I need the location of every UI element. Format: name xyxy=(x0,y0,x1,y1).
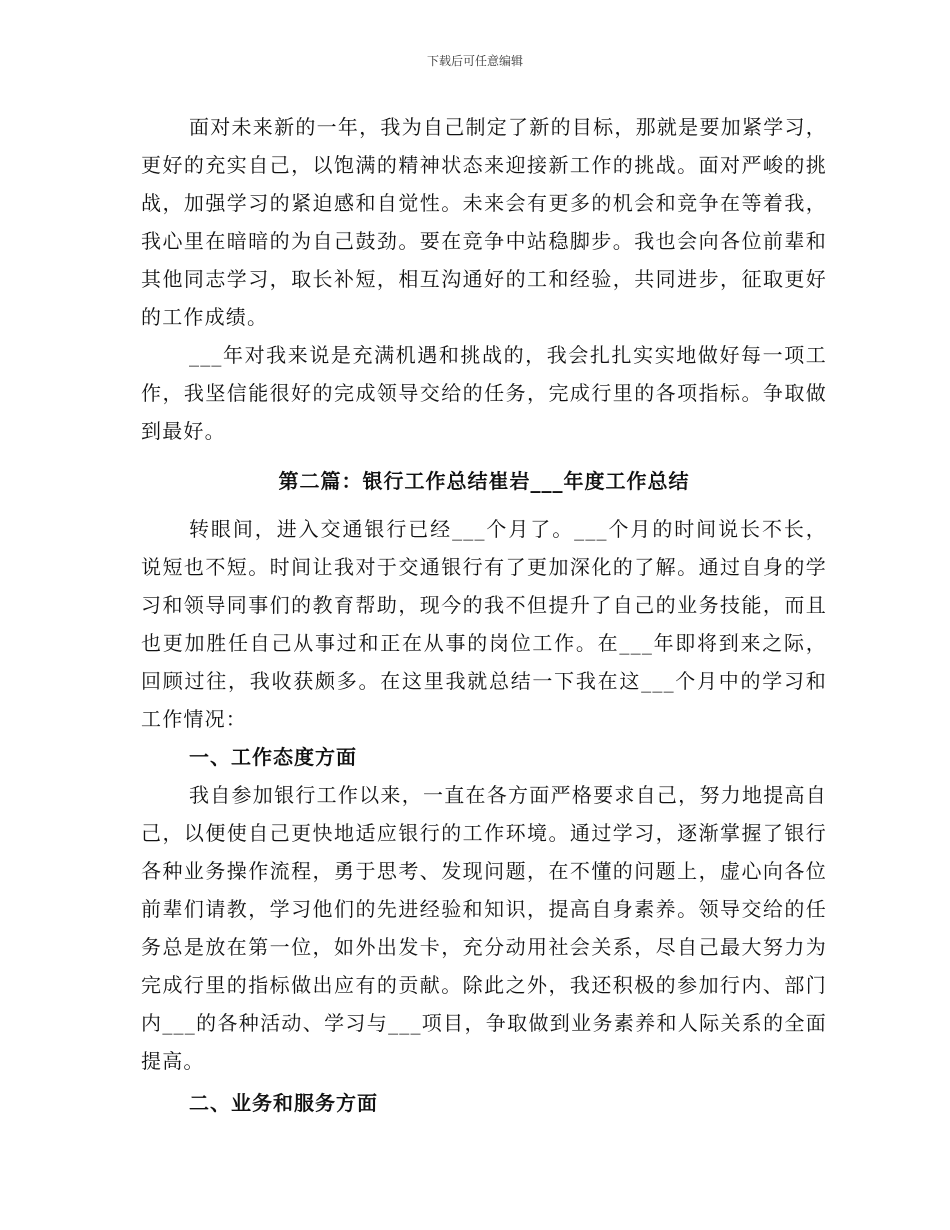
paragraph-intro: 转眼间，进入交通银行已经___个月了。___个月的时间说长不长，说短也不短。时间让我对于交通银行有了更加深化的了解。通过自身的学习和领导同事们的教育帮助，现今的我不但提升了自己的业务技能，而且也更加胜任自己从事过和正在从事的岗位工作。在___年即将到来之际，回顾过往，我收获颇多。在这里我就总结一下我在这___个月中的学习和工作情况： xyxy=(141,517,827,731)
page-header-note: 下载后可任意编辑 xyxy=(426,54,523,68)
section-heading-business-service: 二、业务和服务方面 xyxy=(189,1091,378,1115)
section-heading-work-attitude: 一、工作态度方面 xyxy=(189,745,357,769)
document-body xyxy=(141,108,827,1122)
paragraph-work-attitude: 我自参加银行工作以来，一直在各方面严格要求自己，努力地提高自己，以便使自己更快地适应银行的工作环境。通过学习，逐渐掌握了银行各种业务操作流程，勇于思考、发现问题，在不懂的问题上，虚心向各位前辈们请教，学习他们的先进经验和知识，提高自身素养。领导交给的任务总是放在第一位，如外出发卡，充分动用社会关系，尽自己最大努力为完成行里的指标做出应有的贡献。除此之外，我还积极的参加行内、部门内___的各种活动、学习与___项目，争取做到业务素养和人际关系的全面提高。 xyxy=(141,783,827,1073)
paragraph-new-year-goals: 面对未来新的一年，我为自己制定了新的目标，那就是要加紧学习，更好的充实自己，以饱满的精神状态来迎接新工作的挑战。面对严峻的挑战，加强学习的紧迫感和自觉性。未来会有更多的机会和竞争在等着我，我心里在暗暗的为自己鼓劲。要在竞争中站稳脚步。我也会向各位前辈和其他同志学习，取长补短，相互沟通好的工和经验，共同进步，征取更好的工作成绩。 xyxy=(141,115,827,329)
chapter-title: 第二篇：银行工作总结崔岩___年度工作总结 xyxy=(278,469,690,493)
paragraph-year-opportunities: ___年对我来说是充满机遇和挑战的，我会扎扎实实地做好每一项工作，我坚信能很好的完成领导交给的任务，完成行里的各项指标。争取做到最好。 xyxy=(141,343,827,443)
